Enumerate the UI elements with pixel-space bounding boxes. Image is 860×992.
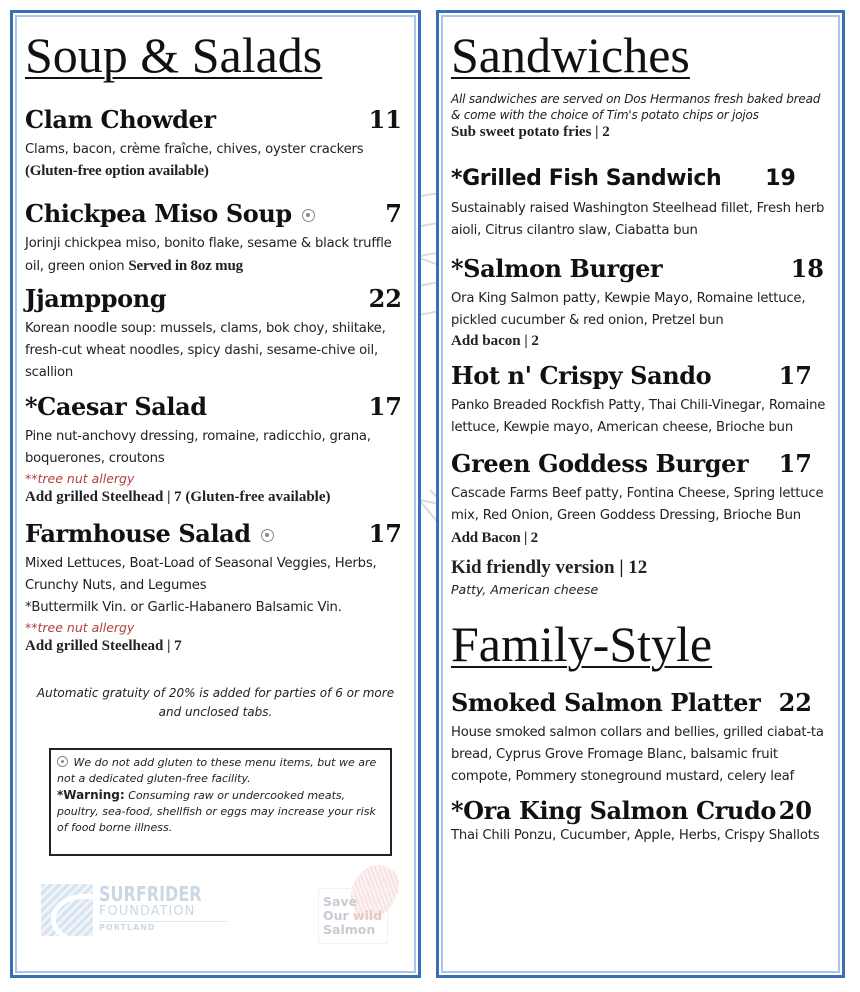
item-price: 19 — [765, 166, 796, 191]
menu-item-salmon-burger — [451, 254, 828, 351]
menu-item-grilled-fish-sandwich — [451, 164, 828, 242]
allergen-notice-box — [49, 748, 392, 856]
gluten-free-icon — [57, 756, 68, 767]
logo-text: SURFRIDER — [99, 882, 202, 906]
description-text: Clams, bacon, crème fraîche, chives, oyster crackers — [25, 142, 364, 157]
item-price: 7 — [385, 199, 402, 228]
section-title-soup-salads: Soup & Salads — [25, 27, 323, 83]
item-note: (Gluten-free option available) — [25, 163, 209, 179]
item-name-wrap — [25, 519, 274, 549]
save-our-wild-salmon-logo — [318, 864, 394, 944]
item-note: Served in 8oz mug — [128, 258, 243, 274]
logo-text: Save — [323, 894, 358, 909]
item-name: *Ora King Salmon Crudo — [451, 796, 776, 825]
section-title-family-style: Family-Style — [451, 616, 713, 672]
surfrider-foundation-logo — [41, 884, 227, 936]
item-name: *Grilled Fish Sandwich — [451, 166, 722, 191]
allergy-warning: **tree nut allergy — [25, 620, 135, 635]
kid-friendly-description: Patty, American cheese — [451, 582, 599, 597]
item-description: House smoked salmon collars and bellies, grilled ciabat-ta bread, Cyprus Grove Fromage Blanc, balsamic fruit compote, Pommery stoneground mustard, celery leaf — [451, 725, 824, 784]
menu-item-clam-chowder — [25, 105, 406, 183]
menu-item-chickpea-miso-soup — [25, 199, 406, 278]
description-text: Jorinji chickpea miso, bonito flake, sesame & black truffle oil, green onion — [25, 236, 392, 274]
sponsor-logos — [25, 878, 406, 948]
menu-item-farmhouse-salad — [25, 519, 406, 656]
item-price: 11 — [368, 105, 402, 134]
item-name: Clam Chowder — [25, 105, 216, 134]
gluten-free-icon — [302, 209, 315, 222]
item-addon: Add grilled Steelhead | 7 — [25, 638, 182, 654]
item-name: Chickpea Miso Soup — [25, 199, 292, 228]
wave-icon — [41, 884, 93, 936]
sandwiches-intro: All sandwiches are served on Dos Hermanos fresh baked bread & come with the choice of Tim's potato chips or jojos — [451, 92, 821, 122]
item-name: Hot n' Crispy Sando — [451, 361, 712, 390]
item-price: 22 — [778, 688, 812, 717]
menu-item-smoked-salmon-platter — [451, 688, 828, 788]
item-description — [25, 233, 406, 278]
item-name: Smoked Salmon Platter — [451, 688, 761, 717]
item-description: Sustainably raised Washington Steelhead fillet, Fresh herb aioli, Citrus cilantro slaw, Ciabatta bun — [451, 201, 825, 238]
section-title-sandwiches: Sandwiches — [451, 27, 690, 83]
item-description: Panko Breaded Rockfish Patty, Thai Chili-Vinegar, Romaine lettuce, Kewpie mayo, American cheese, Brioche bun — [451, 398, 826, 435]
item-name: Jjamppong — [25, 284, 167, 313]
logo-text: Our — [323, 908, 354, 923]
sandwiches-family-panel — [436, 10, 845, 978]
warning-label: *Warning: — [57, 788, 125, 802]
logo-text: PORTLAND — [99, 923, 156, 932]
description-text: Cascade Farms Beef patty, Fontina Cheese, Spring lettuce mix, Red Onion, Green Goddess Dressing, Brioche Bun — [451, 486, 824, 523]
logo-text: wild — [353, 908, 383, 923]
kid-friendly-option: Kid friendly version | 12 — [451, 557, 648, 578]
item-addon: Add Bacon | 2 — [451, 530, 538, 546]
item-name: Green Goddess Burger — [451, 449, 749, 478]
item-price: 17 — [368, 392, 402, 421]
item-description — [25, 139, 406, 183]
item-price: 17 — [368, 519, 402, 548]
item-addon: Add bacon | 2 — [451, 333, 539, 349]
item-description: Ora King Salmon patty, Kewpie Mayo, Romaine lettuce, pickled cucumber & red onion, Pretzel bun — [451, 291, 806, 328]
item-name-wrap — [25, 199, 315, 229]
item-price: 18 — [790, 254, 824, 283]
item-description: Thai Chili Ponzu, Cucumber, Apple, Herbs, Crispy Shallots — [451, 828, 820, 843]
item-price: 17 — [778, 361, 812, 390]
item-description: Pine nut-anchovy dressing, romaine, radicchio, grana, boquerones, croutons — [25, 429, 371, 466]
item-name: *Caesar Salad — [25, 392, 207, 421]
menu-item-caesar-salad — [25, 392, 406, 507]
gluten-free-icon — [261, 529, 274, 542]
gluten-notice-text: We do not add gluten to these menu items, but we are not a dedicated gluten-free facility. — [57, 756, 377, 785]
logo-text: Salmon — [323, 922, 376, 937]
warning-text: Consuming raw or undercooked meats, poultry, sea-food, shellfish or eggs may increase your risk of food borne illness. — [57, 789, 376, 834]
item-addon: Add grilled Steelhead | 7 (Gluten-free available) — [25, 489, 331, 505]
item-dressing-options: *Buttermilk Vin. or Garlic-Habanero Balsamic Vin. — [25, 600, 342, 615]
gratuity-notice: Automatic gratuity of 20% is added for parties of 6 or more and unclosed tabs. — [36, 686, 395, 719]
allergy-warning: **tree nut allergy — [25, 471, 135, 486]
logo-text: FOUNDATION — [99, 904, 227, 922]
item-name: Farmhouse Salad — [25, 519, 251, 548]
menu-item-jjamppong — [25, 284, 406, 384]
soup-salads-panel — [10, 10, 421, 978]
menu-item-ora-king-salmon-crudo — [451, 796, 828, 846]
item-description: Korean noodle soup: mussels, clams, bok choy, shiitake, fresh-cut wheat noodles, spicy dashi, sesame-chive oil, scallion — [25, 321, 386, 380]
item-price: 22 — [368, 284, 402, 313]
item-description: Mixed Lettuces, Boat-Load of Seasonal Veggies, Herbs, Crunchy Nuts, and Legumes — [25, 556, 377, 593]
item-name: *Salmon Burger — [451, 254, 663, 283]
item-price: 20 — [778, 796, 812, 825]
menu-item-green-goddess-burger — [451, 449, 828, 600]
sandwich-sub-option: Sub sweet potato fries | 2 — [451, 124, 610, 140]
item-price: 17 — [778, 449, 812, 478]
menu-item-hot-crispy-sando — [451, 361, 828, 439]
item-description — [451, 483, 828, 550]
